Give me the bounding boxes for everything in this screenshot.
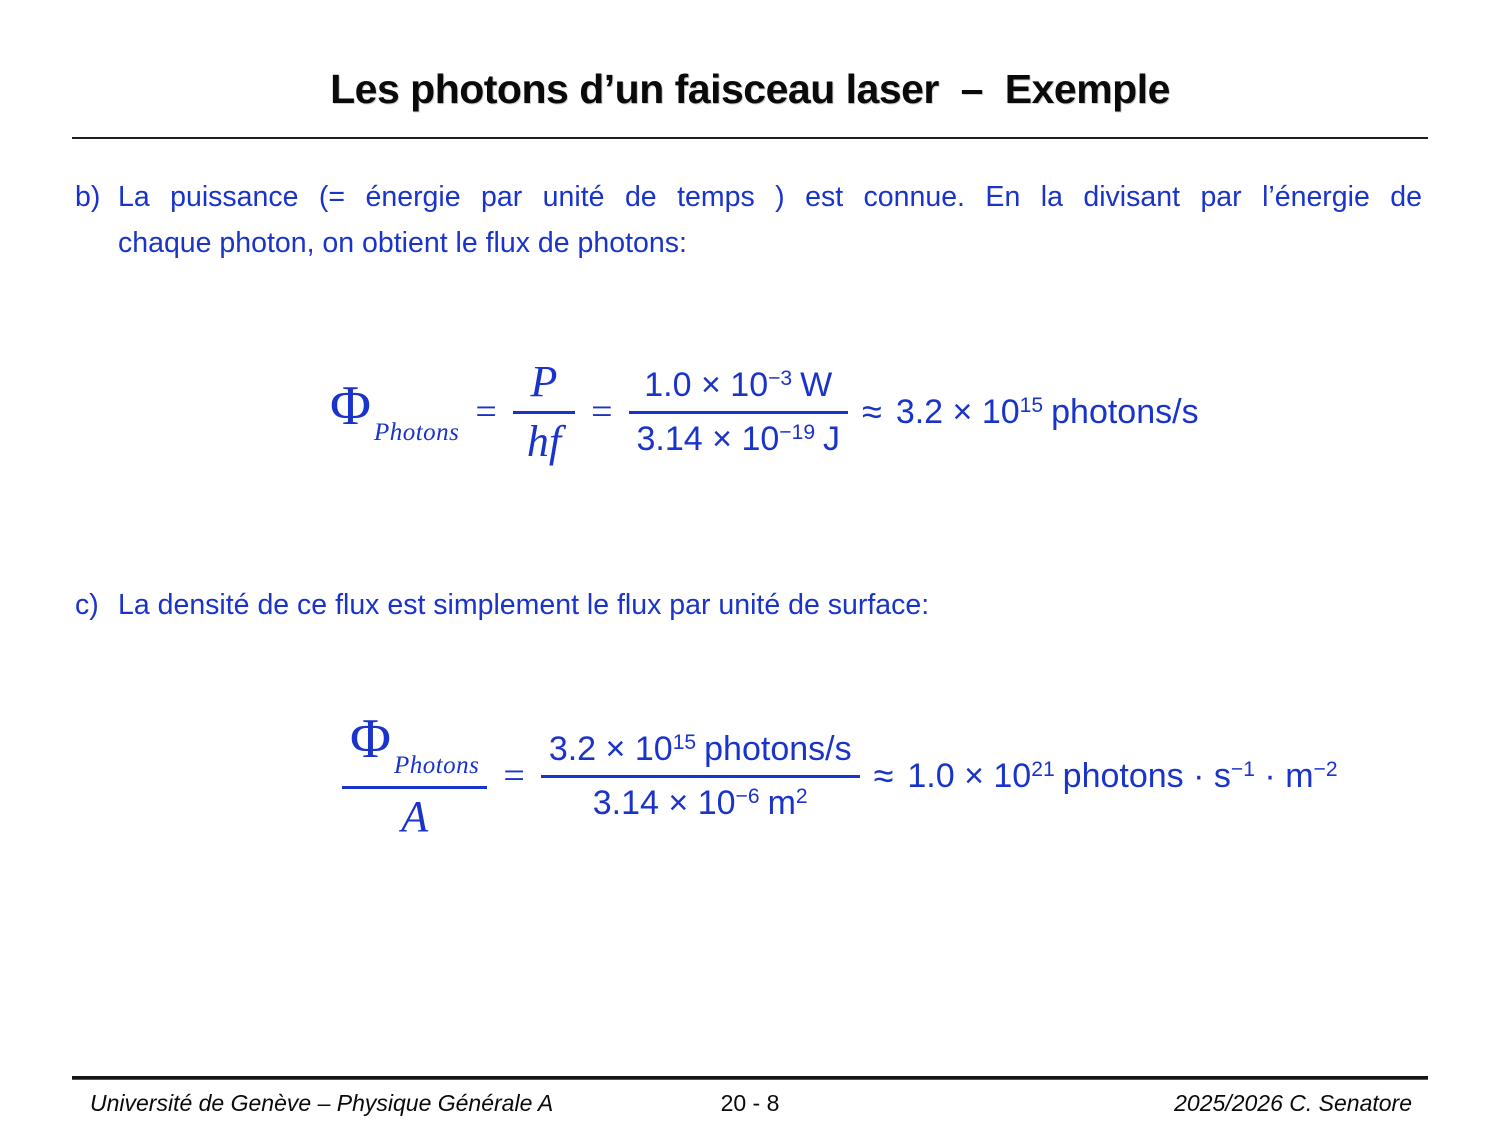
fraction-bar <box>541 775 860 778</box>
equals-sign: = <box>503 755 525 797</box>
footer-divider <box>72 1076 1428 1080</box>
item-c-label: c) <box>75 589 99 621</box>
paragraph-c <box>75 582 1422 628</box>
fraction-numeric-density <box>541 729 860 824</box>
formula-photon-flux <box>330 352 1199 472</box>
fraction-denominator: hf <box>526 416 562 466</box>
fraction-P-over-hf <box>513 359 575 464</box>
exponent: 15 <box>672 730 697 754</box>
exponent: −2 <box>1313 757 1338 781</box>
exponent: −19 <box>779 420 816 444</box>
fraction-bar <box>513 411 575 414</box>
item-b-line1: La puissance (= énergie par unité de temps ) est connue. En la divisant par l’énergie de <box>118 181 1422 213</box>
exponent: 2 <box>795 784 808 808</box>
approx-sign: ≈ <box>862 391 882 432</box>
footer-institution: Université de Genève – Physique Générale A <box>90 1090 554 1116</box>
exponent: −6 <box>735 784 760 808</box>
paragraph-b <box>75 174 1422 266</box>
equals-sign: = <box>591 391 613 433</box>
approx-sign: ≈ <box>873 755 894 796</box>
phi-photons-symbol <box>330 374 460 447</box>
exponent: −1 <box>1230 757 1255 781</box>
title-divider <box>72 137 1428 139</box>
item-b-label: b) <box>75 181 101 213</box>
footer-author-year: 2025/2026 C. Senatore <box>1174 1090 1412 1116</box>
slide-title: Les photons d’un faisceau laser – Exemple <box>330 66 1170 112</box>
formula-flux-density <box>342 700 1338 852</box>
phi-subscript: Photons <box>373 418 460 446</box>
fraction-numerator: $1.0 \times 10^{-3}$ W <box>644 365 833 404</box>
fraction-phi-over-A <box>342 708 487 842</box>
fraction-denominator: A <box>401 792 429 842</box>
phi-symbol: Φ <box>350 708 391 771</box>
phi-symbol: Φ <box>330 374 371 437</box>
fraction-denominator: $3.14 \times 10^{-19}$ J <box>636 419 841 458</box>
exponent: 21 <box>1031 757 1055 781</box>
fraction-numerator <box>342 708 487 781</box>
flux-result: $3.2 \times 10^{15}$ photons/s <box>895 392 1199 431</box>
footer-page-number: 20 - 8 <box>720 1090 780 1116</box>
exponent: −3 <box>768 366 793 390</box>
equals-sign: = <box>475 391 497 433</box>
fraction-bar <box>629 411 849 414</box>
phi-subscript: Photons <box>393 752 480 780</box>
item-c-text: La densité de ce flux est simplement le flux par unité de surface: <box>118 589 930 621</box>
fraction-numerator: P <box>530 357 558 407</box>
fraction-numerator: $3.2 \times 10^{15}$ photons/s <box>548 729 852 768</box>
fraction-denominator: $3.14 \times 10^{-6}$ $m^2$ <box>592 783 808 822</box>
exponent: 15 <box>1019 393 1044 417</box>
item-b-line2: chaque photon, on obtient le flux de photons: <box>118 227 687 259</box>
density-result: $1.0 \times 10^{21}$ photons · $s^{-1} \cdot m^{-2}$ <box>907 756 1338 795</box>
fraction-numeric-flux <box>629 365 849 460</box>
fraction-bar <box>342 786 487 789</box>
